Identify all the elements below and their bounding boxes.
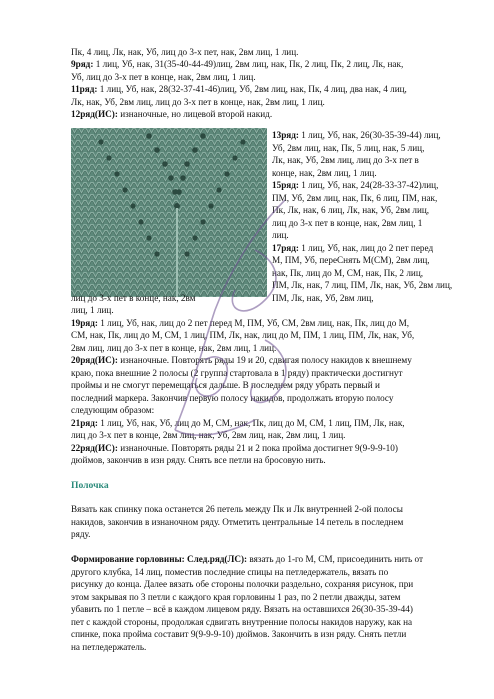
row-text: Пк, 4 лиц, Лк, нак, Уб, лиц до 3-х пет, нак, 2вм лиц, 1 лиц. <box>71 47 299 57</box>
row-text: лиц до 3-х пет в конце, 2вм лиц, нак, Уб, 2вм лиц, нак, 2вм лиц, 1 лиц. <box>71 430 346 440</box>
text-line <box>71 417 405 429</box>
row-text: изнаночные, но лицевой второй накид. <box>117 109 273 119</box>
row-text: Уб, лиц до 3-х пет в конце, нак, 2вм лиц, 1 лиц. <box>71 72 256 82</box>
text-line <box>71 392 393 404</box>
row-text: лиц. <box>272 230 289 240</box>
row-text: ряду. <box>71 529 91 539</box>
row-label: 19ряд: <box>71 318 98 328</box>
row-text: Уб, 2вм лиц, нак, Пк, 5 лиц, нак, 5 лиц, <box>272 143 425 153</box>
row-text: Лк, нак, Уб, 2вм лиц, лиц до 3-х пет в <box>272 155 419 165</box>
row-text: 1 лиц, Уб, нак, лиц до 2 пет перед М, ПМ, Уб, СМ, 2вм лиц, нак, Пк, лиц до М, <box>97 318 410 328</box>
row-text: 2вм лиц, лиц до 3-х пет в конце, нак, 2вм лиц, 1 лиц. <box>71 343 277 353</box>
text-line <box>71 553 423 565</box>
text-line <box>71 379 380 391</box>
row-text: лиц до 3-х пет в конце, нак, 2вм <box>71 293 196 303</box>
text-line <box>71 108 272 120</box>
text-line <box>272 292 374 304</box>
text-line <box>272 142 424 154</box>
row-text: ПМ, Лк, нак, Уб, 2вм лиц, <box>272 293 374 303</box>
row-label: 15ряд: <box>272 180 299 190</box>
row-text: 1 лиц, Уб, нак, 26(30-35-39-44) лиц, <box>298 130 441 140</box>
text-line <box>272 179 438 191</box>
row-label: 22ряд(ИС): <box>71 443 118 453</box>
row-text: убавить по 1 петле – всё в каждом лицевом ряду. Вязать на оставшихся 26(30-35-39-44) <box>71 604 413 614</box>
text-line <box>272 154 419 166</box>
row-label: 9ряд: <box>71 59 94 69</box>
text-line <box>71 317 409 329</box>
text-line <box>272 167 377 179</box>
row-text: лиц, 1 лиц. <box>71 305 114 315</box>
text-line <box>71 603 413 615</box>
row-label: 13ряд: <box>272 130 299 140</box>
text-line <box>71 591 401 603</box>
section-title: Полочка <box>71 480 109 491</box>
row-text: Пк, Лк, нак, 6 лиц, Лк, нак, Уб, 2вм лиц, <box>272 205 430 215</box>
text-line <box>71 404 154 416</box>
row-label: 21ряд: <box>71 418 98 428</box>
text-line <box>71 83 407 95</box>
row-text: 1 лиц, Уб, нак, 28(32-37-41-46)лиц, Уб, 2вм лиц, нак, Пк, 4 лиц, два нак, 4 лиц, <box>97 84 407 94</box>
row-text: изнаночные. Повторять ряды 21 и 2 пока пройма достигнет 9(9-9-9-10) <box>117 443 398 453</box>
row-text: 1 лиц, Уб, нак, лиц до 2 пет перед <box>298 243 434 253</box>
row-label: 11ряд: <box>71 84 98 94</box>
text-line <box>71 96 325 108</box>
text-line <box>272 204 429 216</box>
text-line <box>71 641 146 653</box>
row-text: нак, Пк, лиц до М, СМ, нак, Пк, 2 лиц, <box>272 268 424 278</box>
text-line <box>71 46 298 58</box>
row-text: этом закрывая по 3 петли с каждого края горловины 1 раз, по 2 петли дважды, затем <box>71 592 401 602</box>
text-line <box>71 516 403 528</box>
row-text: рисунку до конца. Далее вязать обе стороны полочки раздельно, сохраняя рисунок, при <box>71 579 414 589</box>
row-text: М, ПМ, Уб, переСнять М(СМ), 2вм лиц, <box>272 255 430 265</box>
text-line <box>71 354 412 366</box>
row-text: другого клубка, 14 лиц, поместив последние спицы на петледержатель, вязать по <box>71 567 389 577</box>
row-text: следующим образом: <box>71 405 155 415</box>
row-label: 12ряд(ИС): <box>71 109 118 119</box>
text-line <box>272 242 433 254</box>
row-text: Лк, нак, Уб, 2вм лиц, лиц до 3-х пет в конце, нак, 2вм лиц, 1 лиц. <box>71 97 325 107</box>
knit-texture-image <box>71 128 267 297</box>
row-text: 1 лиц, Уб, нак, 31(35-40-44-49)лиц, 2вм лиц, нак, Пк, 2 лиц, Пк, 2 лиц, Лк, нак, <box>93 59 404 69</box>
row-label: 20ряд(ИС): <box>71 355 118 365</box>
row-text: на петледержатель. <box>71 642 147 652</box>
text-line <box>71 566 388 578</box>
text-line <box>71 367 403 379</box>
text-line <box>71 442 398 454</box>
text-line <box>272 217 422 229</box>
knitting-photo <box>71 128 267 297</box>
row-text: 1 лиц, Уб, нак, 24(28-33-37-42)лиц, <box>298 180 439 190</box>
text-line <box>272 129 441 141</box>
text-line <box>71 616 412 628</box>
text-line <box>71 58 403 70</box>
text-line <box>71 304 114 316</box>
row-text: СМ, нак, Пк, лиц до М, СМ, 1 лиц, ПМ, Лк, нак, лиц до М, ПМ, 1 лиц, ПМ, Лк, нак, Уб, <box>71 330 415 340</box>
text-line <box>71 528 90 540</box>
row-text: изнаночные. Повторять ряды 19 и 20, сдвигая полосу накидов к внешнему <box>117 355 412 365</box>
text-line <box>71 342 276 354</box>
text-line <box>272 267 423 279</box>
text-line <box>71 628 406 640</box>
row-text: ПМ, Лк, нак, 7 лиц, ПМ, Лк, нак, Уб, 2вм лиц, <box>272 280 453 290</box>
text-line <box>71 503 403 515</box>
text-line <box>272 229 289 241</box>
row-text: лиц до 3-х пет в конце, нак, 2вм лиц, 1 <box>272 218 423 228</box>
text-line <box>71 578 413 590</box>
row-text: проймы и не смогут перемещаться дальше. В последнем ряду убрать первый и <box>71 380 380 390</box>
row-text: дюймов, закончив в изн ряду. Снять все петли на бросовую нить. <box>71 455 326 465</box>
text-line <box>71 329 414 341</box>
row-text: ПМ, Уб, 2вм лиц, нак, Пк, 6 лиц, ПМ, нак, <box>272 193 438 203</box>
text-line <box>71 71 256 83</box>
row-label: Формирование горловины: След.ряд(ЛС): <box>71 554 248 564</box>
row-text: краю, пока внешние 2 полосы (2 группа стартовала в 1 ряду) практически достигнут <box>71 368 403 378</box>
row-text: 1 лиц, Уб, нак, Уб, лиц до М, СМ, нак, Пк, лиц до М, СМ, 1 лиц, ПМ, Лк, нак, <box>97 418 405 428</box>
row-text: конце, нак, 2вм лиц, 1 лиц. <box>272 168 377 178</box>
row-text: Вязать как спинку пока останется 26 петель между Пк и Лк внутренней 2-ой полосы <box>71 504 403 514</box>
text-line <box>272 279 452 291</box>
text-line <box>272 254 430 266</box>
text-line <box>71 454 326 466</box>
row-text: спинке, пока пройма составит 9(9-9-9-10) дюймов. Закончить в изн ряду. Снять петли <box>71 629 407 639</box>
row-label: 17ряд: <box>272 243 299 253</box>
row-text: последний маркера. Закончив первую полосу накидов, продолжать вторую полосу <box>71 393 394 403</box>
row-text: накидов, закончив в изнаночном ряду. Отметить центральные 14 петель в последнем <box>71 517 404 527</box>
text-line <box>272 192 437 204</box>
text-line <box>71 429 345 441</box>
text-line <box>71 292 196 304</box>
row-text: вязать до 1-го М, СМ, присоединить нить от <box>247 554 424 564</box>
row-text: пет с каждой стороны, продолжая сдвигать внутренние полосы накидов наружу, как на <box>71 617 413 627</box>
